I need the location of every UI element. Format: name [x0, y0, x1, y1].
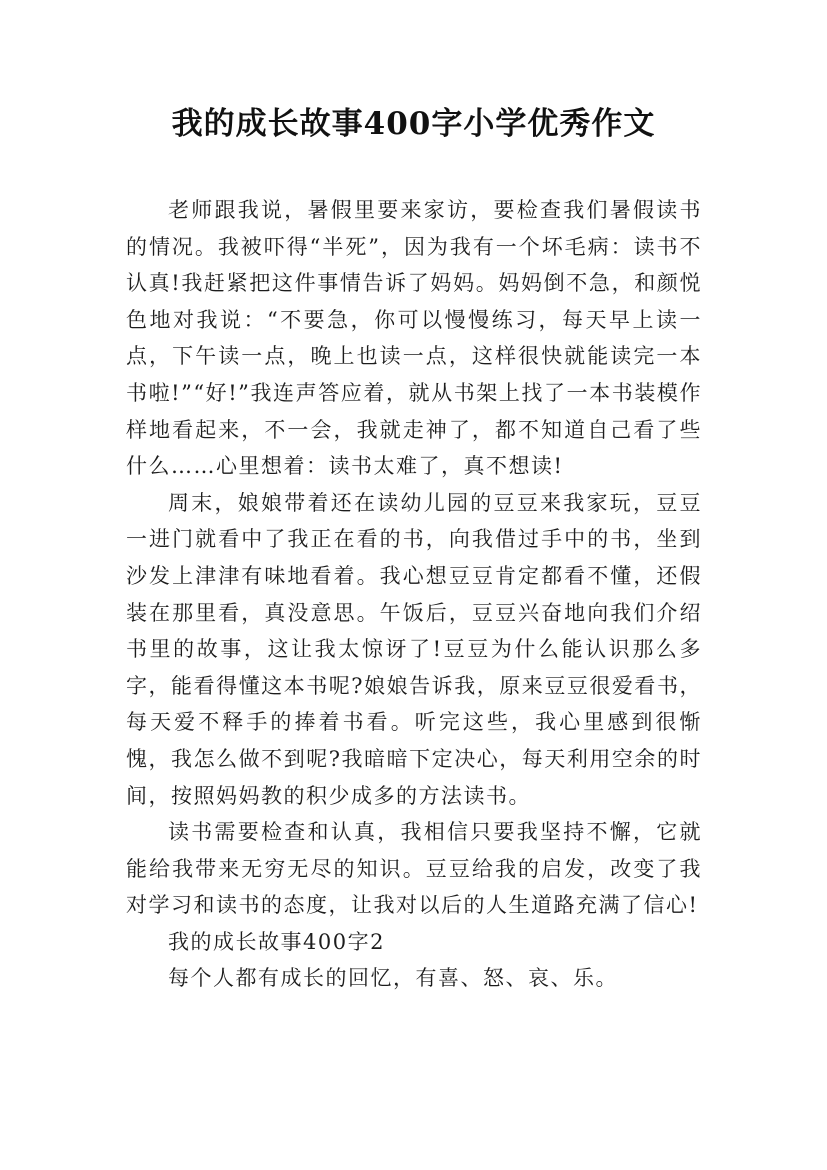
paragraph-2: 周末，娘娘带着还在读幼儿园的豆豆来我家玩，豆豆一进门就看中了我正在看的书，向我借过手中的书，坐到沙发上津津有味地看着。我心想豆豆肯定都看不懂，还假装在那里看，真没意思。午饭后，豆豆兴奋地向我们介绍书里的故事，这让我太惊讶了!豆豆为什么能认识那么多字，能看得懂这本书呢?娘娘告诉我，原来豆豆很爱看书，每天爱不释手的捧着书看。听完这些，我心里感到很惭愧，我怎么做不到呢?我暗暗下定决心，每天利用空余的时间，按照妈妈教的积少成多的方法读书。 [126, 490, 702, 808]
section-heading-2: 我的成长故事400字2 [168, 929, 385, 954]
paragraph-1: 老师跟我说，暑假里要来家访，要检查我们暑假读书的情况。我被吓得“半死”，因为我有一个坏毛病：读书不认真!我赶紧把这件事情告诉了妈妈。妈妈倒不急，和颜悦色地对我说：“不要急，你可以慢慢练习，每天早上读一点，下午读一点，晚上也读一点，这样很快就能读完一本书啦!”“好!”我连声答应着，就从书架上找了一本书装模作样地看起来，不一会，我就走神了，都不知道自己看了些什么……心里想着：读书太难了，真不想读! [126, 198, 702, 479]
document-body [126, 192, 702, 997]
paragraph-3: 读书需要检查和认真，我相信只要我坚持不懈，它就能给我带来无穷无尽的知识。豆豆给我的启发，改变了我对学习和读书的态度，让我对以后的人生道路充满了信心! [126, 820, 702, 918]
document-title: 我的成长故事400字小学优秀作文 [171, 106, 656, 142]
paragraph-4: 每个人都有成长的回忆，有喜、怒、哀、乐。 [168, 966, 618, 991]
